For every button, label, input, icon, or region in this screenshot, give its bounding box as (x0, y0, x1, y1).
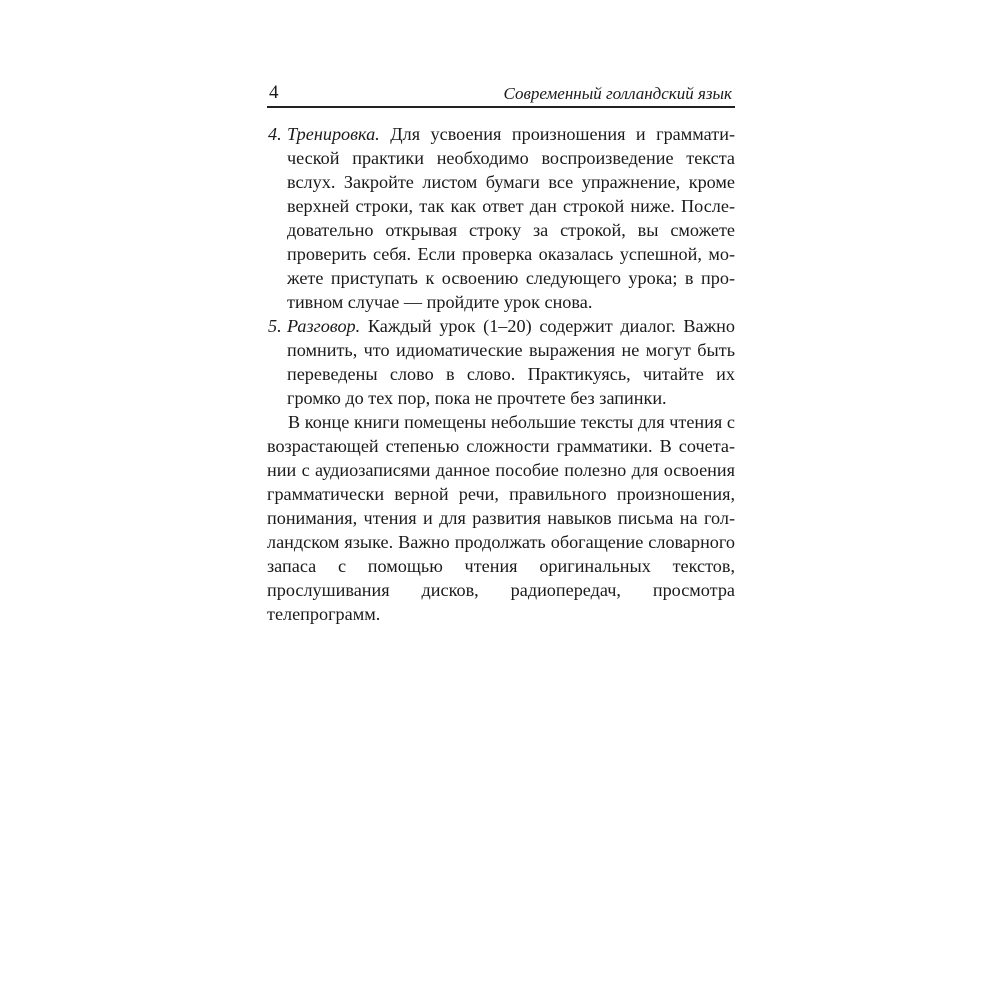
list-item (267, 122, 735, 314)
list-item-title: Разговор. (287, 316, 361, 336)
page-body (267, 122, 735, 626)
book-page (267, 82, 735, 626)
list-item-text: Каждый урок (1–20) содержит диалог. Важно помнить, что идиоматические выражения не могут быть переведены слово в слово. Практикуясь, читайте их громко до тех пор, пока не прочтете без запинки. (287, 316, 735, 408)
list-item-number: 4. (268, 124, 282, 144)
list-item (267, 314, 735, 410)
list-item-number: 5. (268, 316, 282, 336)
list-item-title: Тренировка. (287, 124, 380, 144)
page-header (267, 82, 735, 108)
page-number: 4 (269, 82, 279, 103)
body-paragraph: В конце книги помещены небольшие тексты для чтения с возрастающей степенью сложности грамматики. В сочетании с аудиозаписями данное пособие полезно для освоения грамматически верной речи, правильного произношения, понимания, чтения и для развития навыков письма на голландском языке. Важно продолжать обогащение словарного запаса с помощью чтения оригинальных текстов, прослушивания дисков, радиопередач, просмотра телепрограмм. (267, 412, 735, 624)
list-item-text: Для усвоения произношения и грамматической практики необходимо воспроизведение текста вслух. Закройте листом бумаги все упражнение, кроме верхней строки, так как ответ дан строкой ниже. Последовательно открывая строку за строкой, вы сможете проверить себя. Если проверка оказалась успешной, можете приступать к освоению следующего урока; в противном случае — пройдите урок снова. (287, 124, 735, 312)
running-title: Современный голландский язык (503, 84, 732, 103)
